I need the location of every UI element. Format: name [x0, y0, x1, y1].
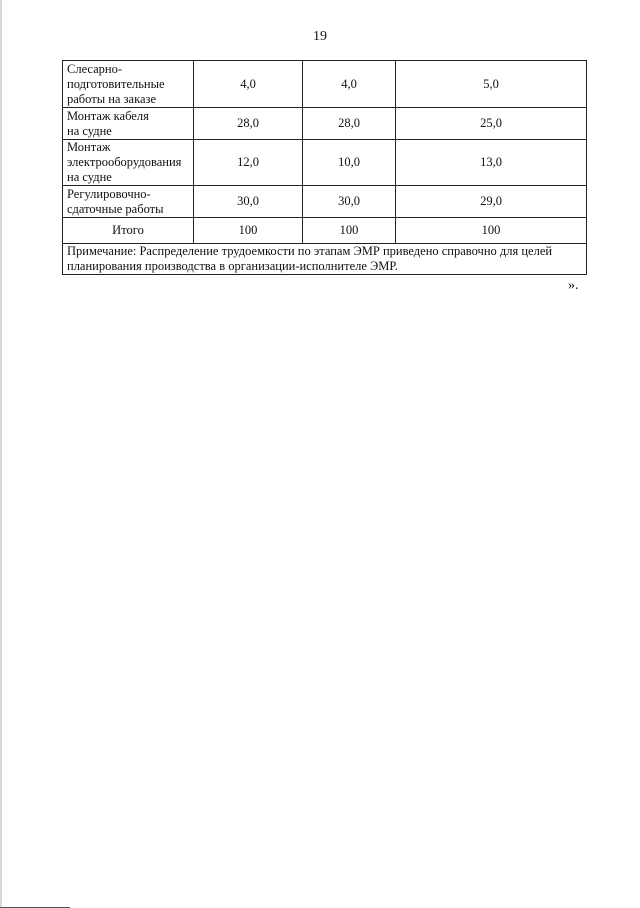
stage-line: Регулировочно-	[67, 186, 151, 201]
table-row	[63, 61, 587, 108]
total-value: 100	[194, 218, 303, 244]
labor-distribution-table	[62, 60, 587, 275]
page-number: 19	[313, 29, 327, 44]
stage-line: сдаточные работы	[67, 201, 164, 216]
scan-edge-mark	[0, 0, 2, 908]
stage-line: работы на заказе	[67, 91, 156, 106]
closing-quote: ».	[568, 278, 579, 293]
value-cell: 12,0	[194, 140, 303, 186]
stage-cell	[63, 186, 194, 218]
stage-line: Монтаж кабеля	[67, 108, 149, 123]
value-cell: 30,0	[303, 186, 396, 218]
value-cell: 4,0	[194, 61, 303, 108]
table-row	[63, 108, 587, 140]
stage-cell	[63, 108, 194, 140]
value-cell: 5,0	[396, 61, 587, 108]
stage-line: электрооборудования	[67, 155, 182, 169]
value-cell: 28,0	[194, 108, 303, 140]
table-row	[63, 140, 587, 186]
stage-line: подготовительные	[67, 76, 165, 91]
table-row	[63, 186, 587, 218]
value-cell: 10,0	[303, 140, 396, 186]
table-note: Примечание: Распределение трудоемкости по этапам ЭМР приведено справочно для целей планирования производства в организации-исполнителе ЭМР.	[63, 244, 587, 275]
value-cell: 29,0	[396, 186, 587, 218]
total-value: 100	[303, 218, 396, 244]
value-cell: 25,0	[396, 108, 587, 140]
value-cell: 28,0	[303, 108, 396, 140]
stage-line: Слесарно-	[67, 61, 123, 76]
stage-line: Монтаж	[67, 140, 111, 154]
total-label: Итого	[63, 218, 194, 244]
stage-cell	[63, 61, 194, 108]
note-row	[63, 244, 587, 275]
stage-line: на судне	[67, 123, 112, 138]
stage-line: на судне	[67, 170, 112, 184]
stage-cell	[63, 140, 194, 186]
total-value: 100	[396, 218, 587, 244]
value-cell: 4,0	[303, 61, 396, 108]
value-cell: 13,0	[396, 140, 587, 186]
value-cell: 30,0	[194, 186, 303, 218]
total-row	[63, 218, 587, 244]
